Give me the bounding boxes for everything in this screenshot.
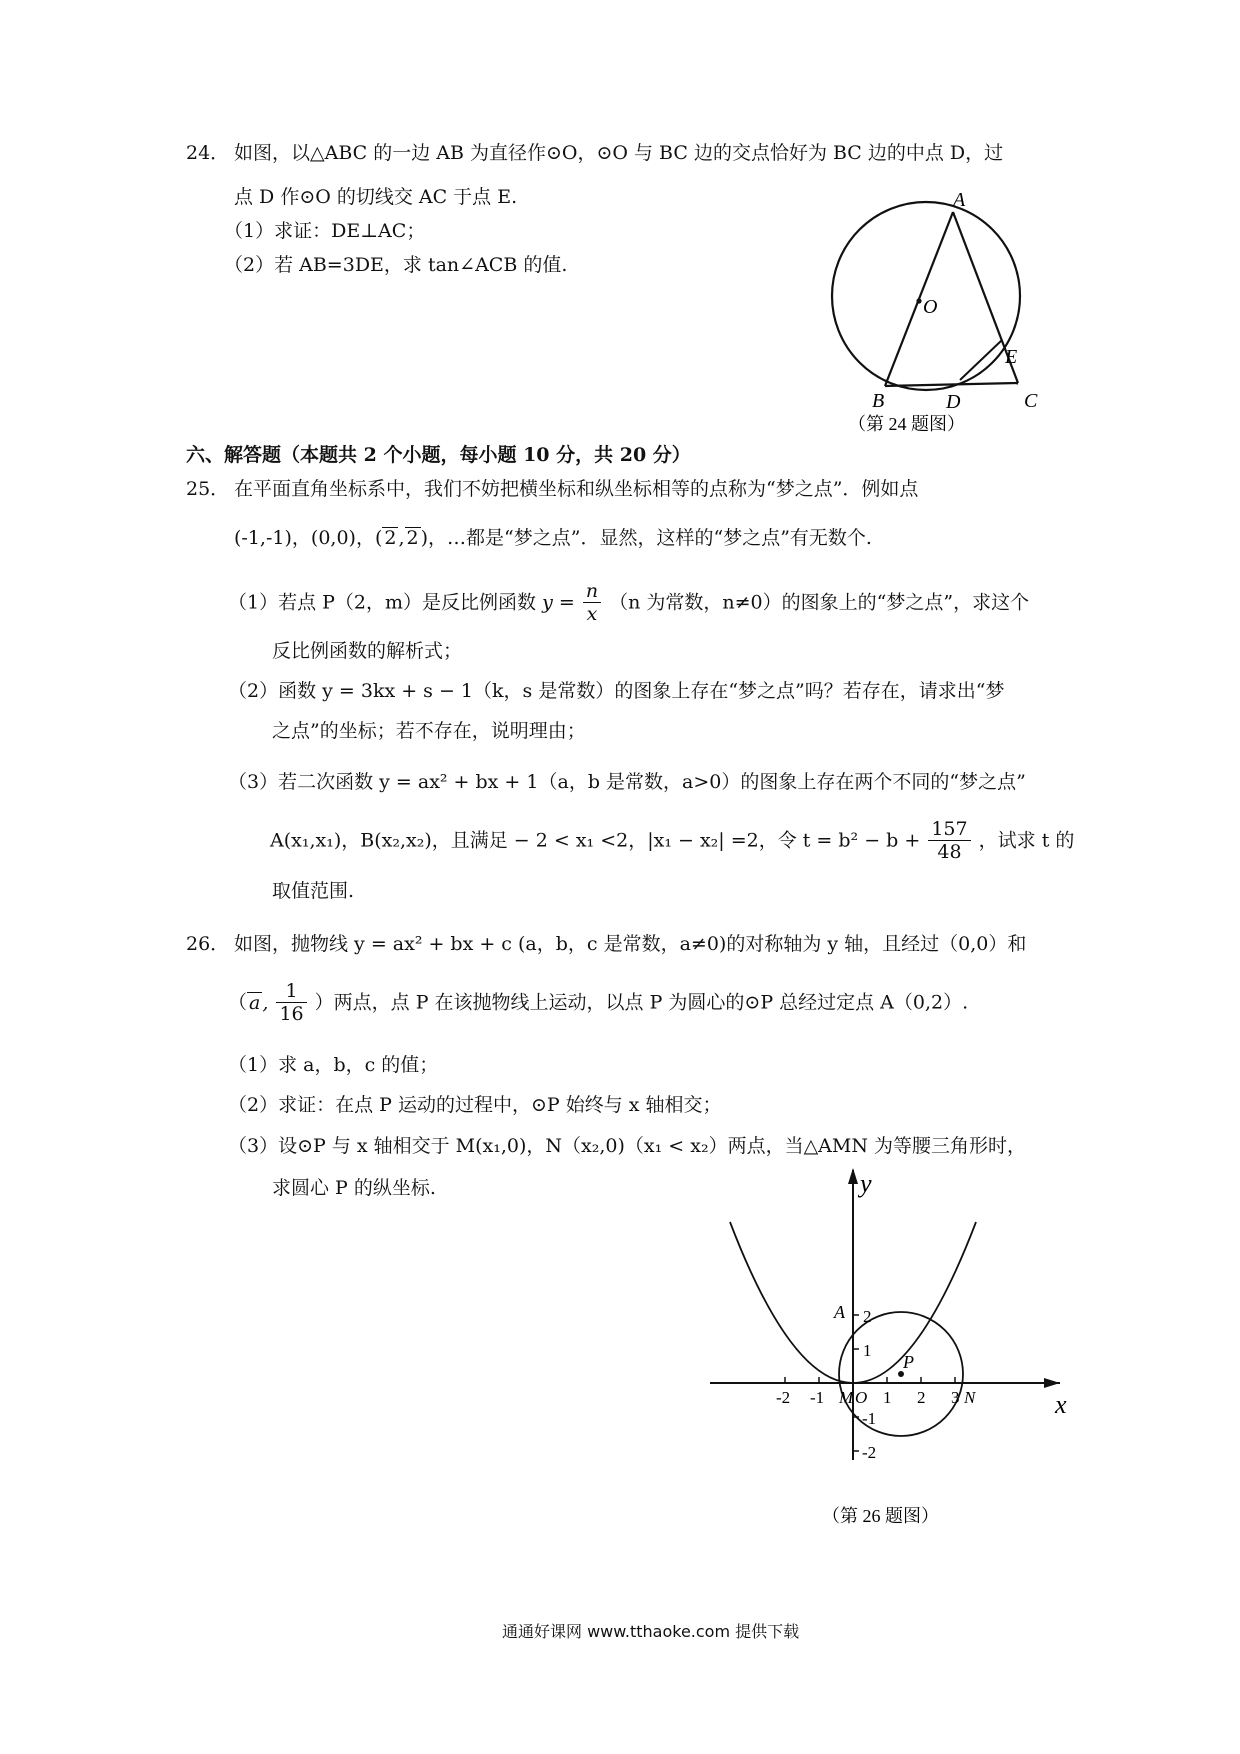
fraction-numerator: 1 bbox=[276, 980, 306, 1003]
fraction-1-over-16 bbox=[276, 980, 306, 1025]
q24-line2: 点 D 作⊙O 的切线交 AC 于点 E. bbox=[234, 186, 518, 208]
q25-part3-a: （3）若二次函数 y = ax² + bx + 1（a，b 是常数，a>0）的图象上存在两个不同的“梦之点” bbox=[228, 771, 1026, 793]
q25-line2-tail: ，…都是“梦之点”．显然，这样的“梦之点”有无数个. bbox=[428, 527, 872, 549]
q24-part1: （1）求证：DE⊥AC； bbox=[224, 220, 426, 242]
x-tick-label-2: 2 bbox=[917, 1388, 926, 1407]
axis-label-x: x bbox=[1055, 1390, 1067, 1419]
label-o: O bbox=[923, 296, 938, 318]
fraction-numerator: 157 bbox=[928, 818, 970, 841]
q26-number: 26． bbox=[186, 933, 230, 955]
y-axis-arrow bbox=[848, 1168, 858, 1184]
q26-part3-b: 求圆心 P 的纵坐标. bbox=[272, 1177, 436, 1199]
label-a: A bbox=[834, 1302, 845, 1322]
axis-label-y: y bbox=[860, 1169, 872, 1198]
x-tick-label-neg2: -2 bbox=[776, 1388, 791, 1407]
y-tick-label-neg1: -1 bbox=[862, 1409, 877, 1428]
q25-part3-b1: A(x₁,x₁)，B(x₂,x₂)，且满足 − 2 < x₁ <2，|x₁ − x₂| =2，令 t = b² − b + bbox=[270, 829, 921, 852]
label-p: P bbox=[903, 1352, 914, 1372]
q25-number: 25． bbox=[186, 478, 230, 500]
center-point-o bbox=[916, 298, 921, 303]
fraction-denominator: 16 bbox=[279, 1003, 304, 1025]
q25-part3-c: 取值范围. bbox=[272, 880, 355, 902]
fraction-denominator: x bbox=[586, 603, 598, 625]
side-bc bbox=[885, 383, 1018, 386]
q26-line1: 如图，抛物线 y = ax² + bx + c (a，b，c 是常数，a≠0)的对称轴为 y 轴，且经过（0,0）和 bbox=[234, 933, 1027, 955]
page-footer: 通通好课网 www.tthaoke.com 提供下载 bbox=[502, 1622, 800, 1641]
fraction-157-over-48 bbox=[928, 818, 970, 863]
label-a: A bbox=[953, 189, 966, 211]
q24-number: 24． bbox=[186, 142, 230, 164]
q24-line1: 如图，以△ABC 的一边 AB 为直径作⊙O，⊙O 与 BC 边的交点恰好为 BC 边的中点 D，过 bbox=[234, 142, 1004, 164]
fraction-n-over-x bbox=[583, 580, 601, 625]
q26-part2: （2）求证：在点 P 运动的过程中，⊙P 始终与 x 轴相交； bbox=[228, 1094, 722, 1116]
q26-figure bbox=[700, 1160, 1100, 1530]
q25-part1 bbox=[228, 580, 1029, 625]
sqrt-two-x: 2 bbox=[384, 527, 397, 549]
q25-part2-a: （2）函数 y = 3kx + s − 1（k，s 是常数）的图象上存在“梦之点”吗？若存在，请求出“梦 bbox=[228, 680, 1005, 702]
q25-part1-b: （n 为常数，n≠0）的图象上的“梦之点”，求这个 bbox=[609, 591, 1030, 614]
q25-part1-y: y = bbox=[542, 591, 575, 614]
sqrt-a: a bbox=[249, 991, 261, 1014]
label-b: B bbox=[872, 390, 885, 412]
label-m: M bbox=[839, 1388, 854, 1407]
q26-part3-a: （3）设⊙P 与 x 轴相交于 M(x₁,0)，N（x₂,0)（x₁ < x₂）两点，当△AMN 为等腰三角形时， bbox=[228, 1135, 1027, 1157]
q25-sep-2: ， bbox=[355, 527, 375, 549]
label-o: O bbox=[855, 1388, 868, 1407]
q26-part1: （1）求 a，b，c 的值； bbox=[228, 1054, 439, 1076]
section-heading: 六、解答题（本题共 2 个小题，每小题 10 分，共 20 分） bbox=[186, 444, 691, 466]
x-tick-label-neg1: -1 bbox=[810, 1388, 825, 1407]
fraction-numerator: n bbox=[583, 580, 601, 603]
q26-open-paren: （ bbox=[228, 991, 248, 1014]
x-tick-label-3: 3 bbox=[951, 1388, 960, 1407]
q25-part2-b: 之点”的坐标；若不存在，说明理由； bbox=[272, 720, 586, 742]
q24-figure bbox=[810, 180, 1080, 442]
label-n: N bbox=[964, 1388, 976, 1407]
q25-part1-a: （1）若点 P（2，m）是反比例函数 bbox=[228, 591, 537, 614]
label-e: E bbox=[1005, 346, 1018, 368]
q26-line2: （ a , $\frac{1}{16}$ ）两点，点 P 在该抛物线上运动，以点 P 为圆心的⊙P 总经过定点 A（0,2）. bbox=[228, 980, 969, 1025]
y-tick-label-1: 1 bbox=[863, 1341, 872, 1360]
dream-point-2: (0,0) bbox=[310, 527, 356, 549]
q24-part2: （2）若 AB=3DE，求 tan∠ACB 的值. bbox=[224, 254, 568, 276]
sqrt-two-y: 2 bbox=[406, 527, 419, 549]
fraction-denominator: 48 bbox=[937, 841, 962, 863]
q24-caption: （第 24 题图） bbox=[848, 414, 965, 434]
q25-line2: (-1,-1)，(0,0)，( 2 , 2 )，…都是“梦之点”．显然，这样的“梦之点”有无数个. bbox=[234, 527, 872, 549]
q26-line2-tail: ）两点，点 P 在该抛物线上运动，以点 P 为圆心的⊙P 总经过定点 A（0,2）. bbox=[314, 991, 969, 1014]
y-tick-label-neg2: -2 bbox=[862, 1443, 877, 1462]
q25-line1: 在平面直角坐标系中，我们不妨把横坐标和纵坐标相等的点称为“梦之点”．例如点 bbox=[234, 478, 919, 500]
x-axis-arrow bbox=[1044, 1378, 1060, 1388]
x-tick-label-1: 1 bbox=[883, 1388, 892, 1407]
q25-part3-b bbox=[270, 818, 1074, 863]
q25-part3-b2: ，试求 t 的 bbox=[978, 829, 1075, 852]
dream-point-1: (-1,-1) bbox=[234, 527, 292, 549]
label-c: C bbox=[1024, 390, 1038, 412]
q25-sep-1: ， bbox=[291, 527, 311, 549]
q25-part1-c: 反比例函数的解析式； bbox=[272, 640, 463, 662]
y-tick-label-2: 2 bbox=[863, 1307, 872, 1326]
q26-caption: （第 26 题图） bbox=[822, 1506, 939, 1526]
label-d: D bbox=[946, 391, 961, 413]
